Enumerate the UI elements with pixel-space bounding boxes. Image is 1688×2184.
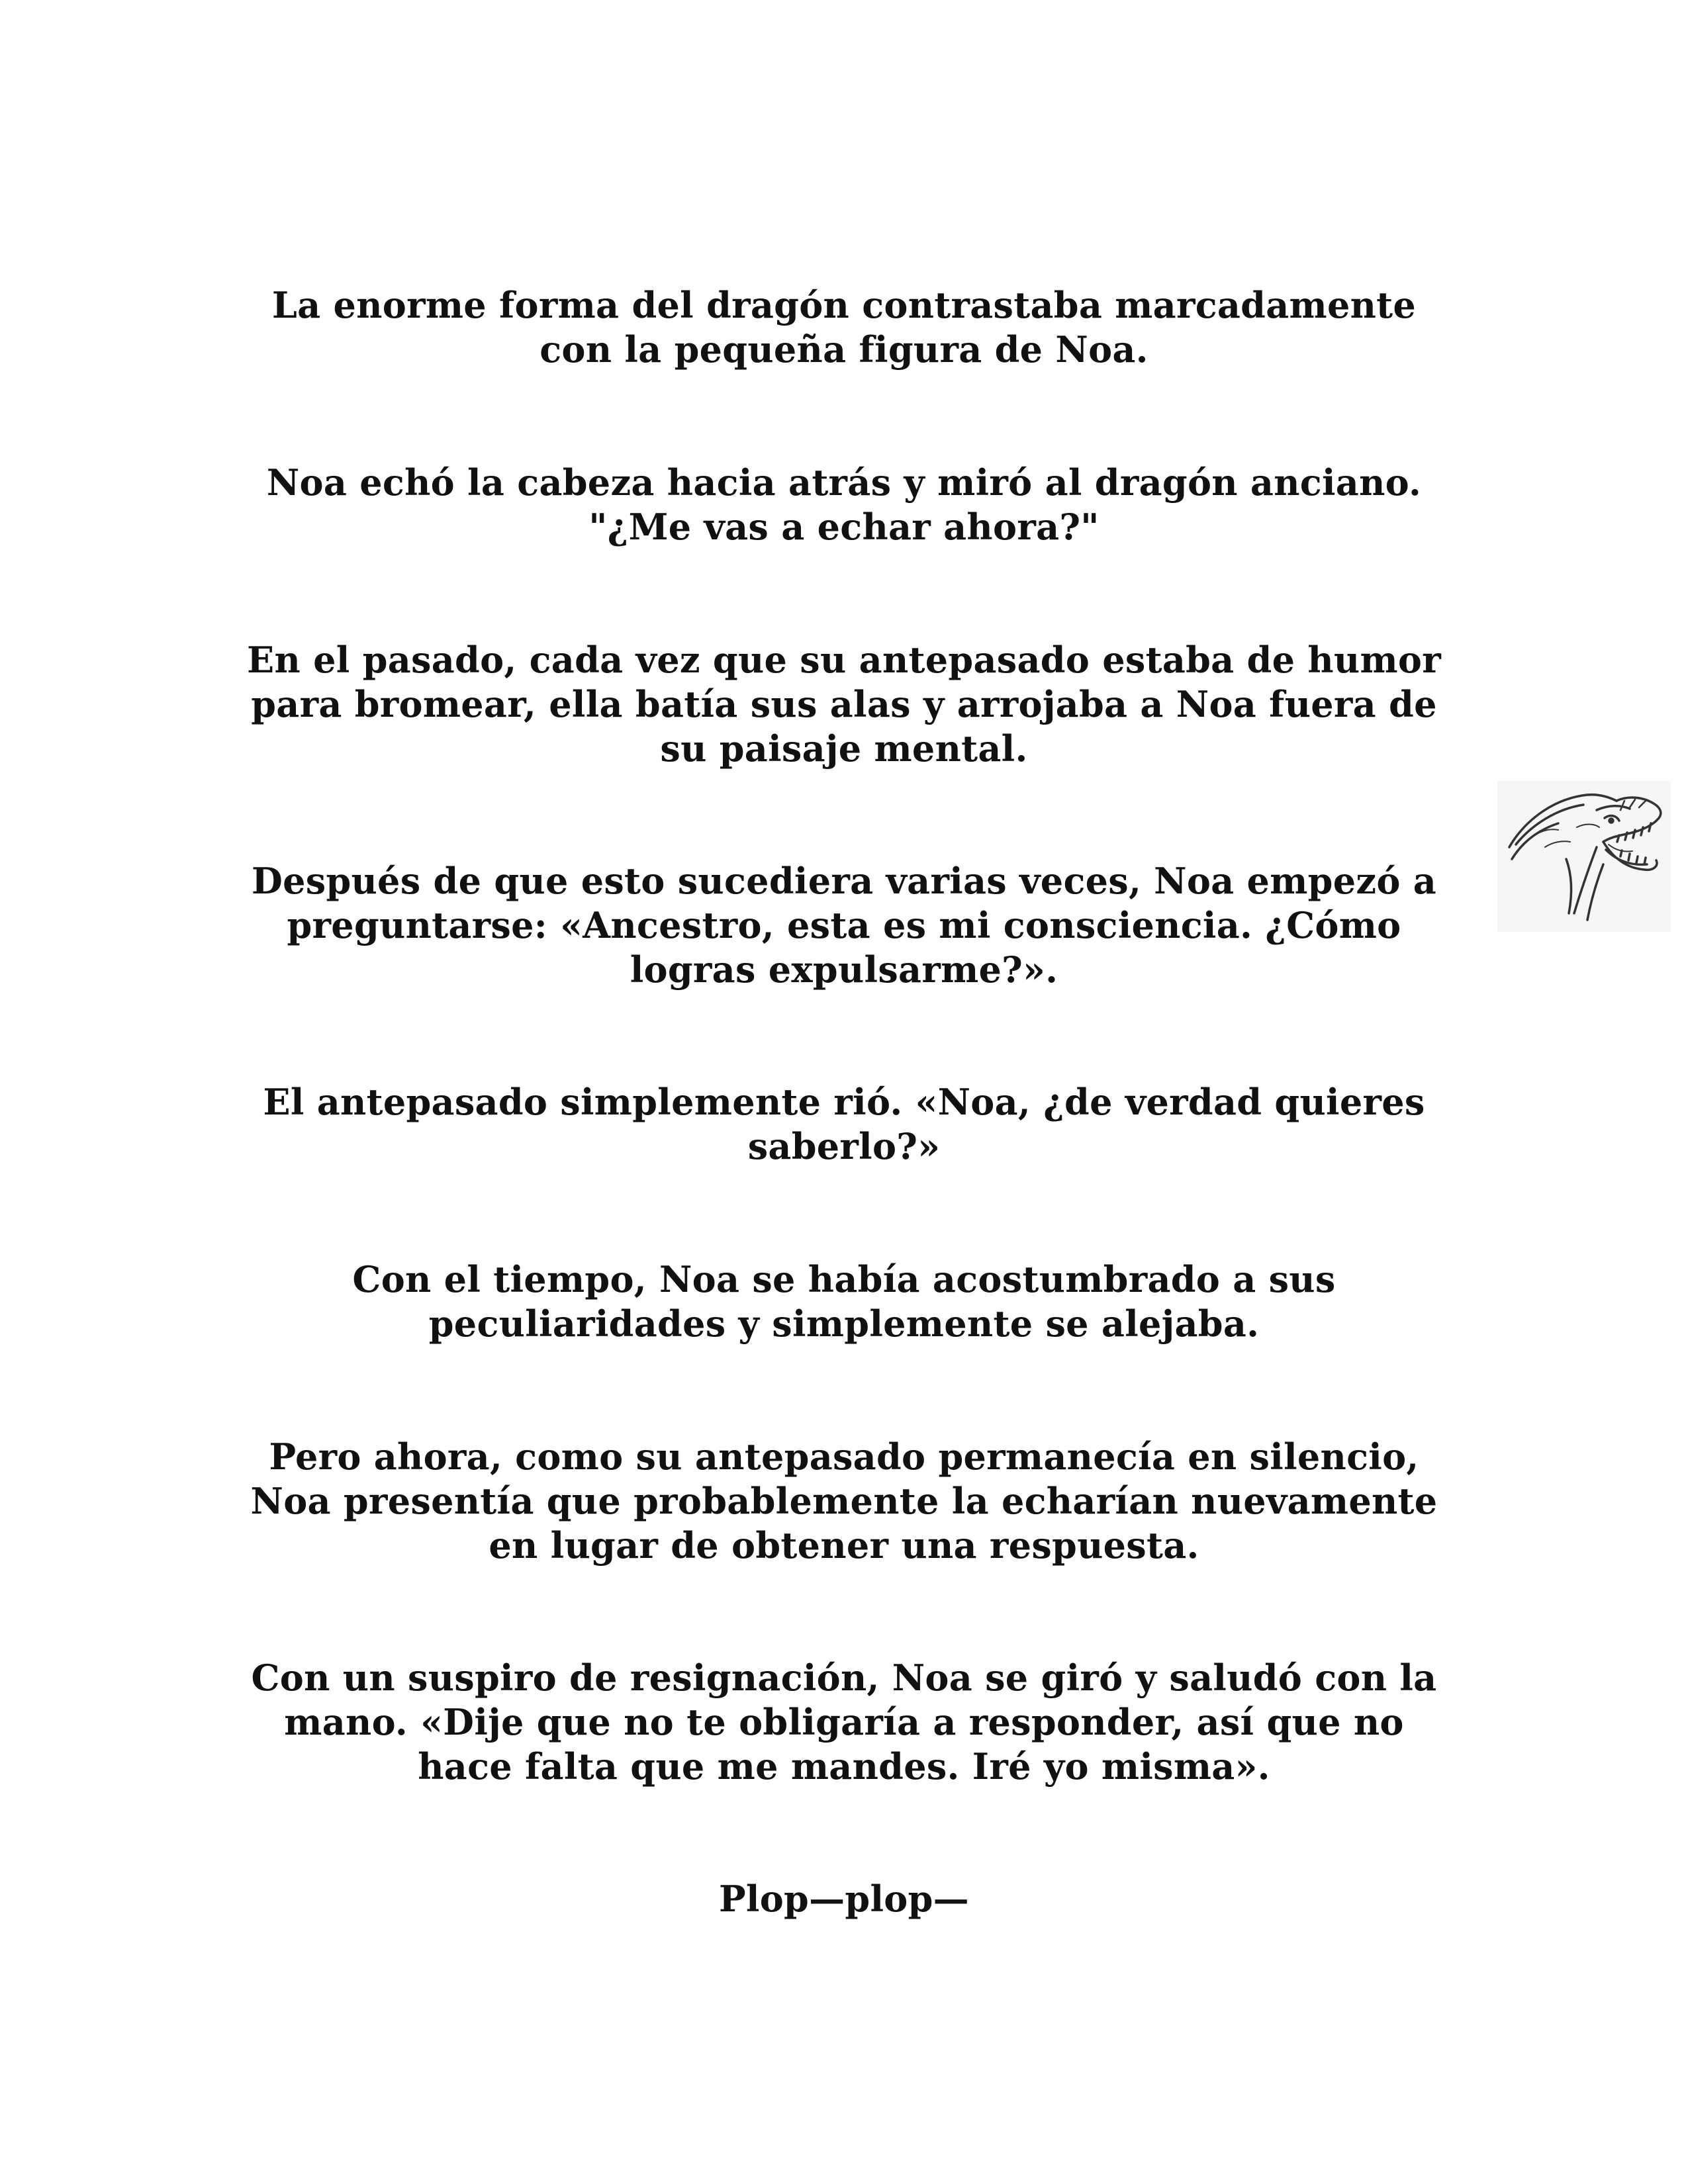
paragraph-7: Pero ahora, como su antepasado permanecía en silencio, Noa presentía que probablemente la echarían nuevamente en lugar de obtener una respuesta. <box>250 1435 1438 1567</box>
paragraph-8: Con un suspiro de resignación, Noa se giró y saludó con la mano. «Dije que no te obligaría a responder, así que no hace falta que me mandes. Iré yo misma». <box>251 1657 1437 1788</box>
dragon-head-sketch-icon <box>1497 781 1671 932</box>
paragraph-6: Con el tiempo, Noa se había acostumbrado a sus peculiaridades y simplemente se alejaba. <box>352 1258 1336 1345</box>
paragraph-4: Después de que esto sucediera varias veces, Noa empezó a preguntarse: «Ancestro, esta es mi consciencia. ¿Cómo logras expulsarme?». <box>251 860 1437 991</box>
paragraph-2: Noa echó la cabeza hacia atrás y miró al dragón anciano. "¿Me vas a echar ahora?" <box>266 461 1422 548</box>
paragraph-9: Plop—plop— <box>719 1878 969 1920</box>
paragraph-5: El antepasado simplemente rió. «Noa, ¿de verdad quieres saberlo?» <box>263 1081 1425 1167</box>
paragraph-1: La enorme forma del dragón contrastaba marcadamente con la pequeña figura de Noa. <box>271 284 1417 371</box>
paragraph-3: En el pasado, cada vez que su antepasado estaba de humor para bromear, ella batía sus alas y arrojaba a Noa fuera de su paisaje mental. <box>247 639 1441 770</box>
